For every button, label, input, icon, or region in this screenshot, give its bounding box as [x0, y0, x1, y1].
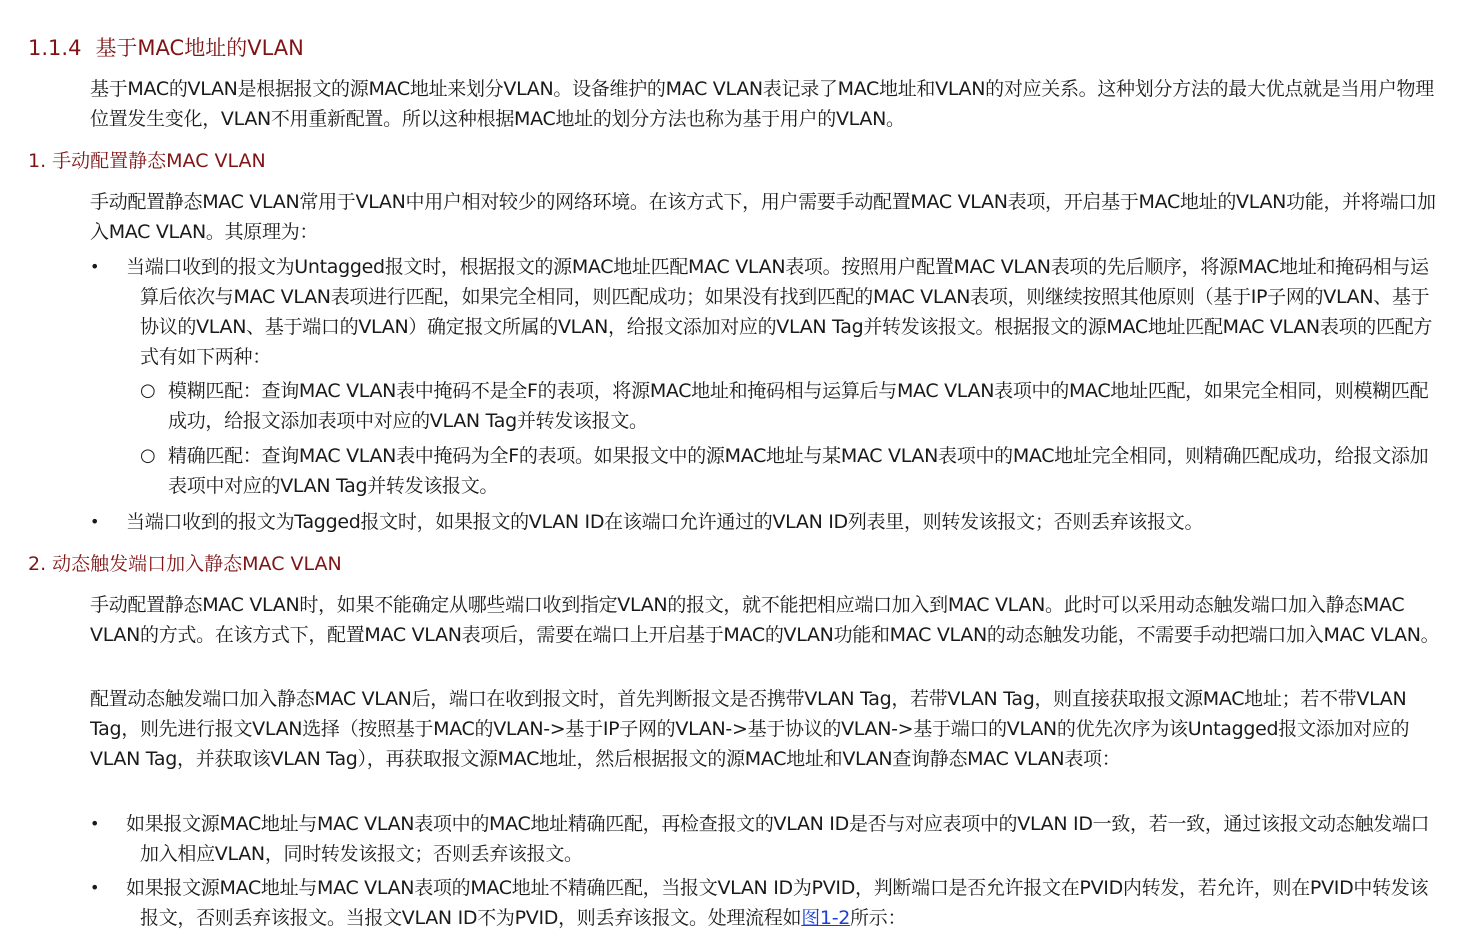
subsection-1-heading: 1. 手动配置静态MAC VLAN — [28, 150, 266, 172]
bullet-marker: • — [90, 878, 100, 897]
subsection-1-paragraph: 手动配置静态MAC VLAN常用于VLAN中用户相对较少的网络环境。在该方式下，用户需要手动配置MAC VLAN表项，开启基于MAC地址的VLAN功能，并将端口加入MAC VLAN。其原理为： — [90, 191, 1436, 243]
section-heading — [28, 33, 304, 63]
subsection-2-heading: 2. 动态触发端口加入静态MAC VLAN — [28, 553, 342, 575]
subsection-2-paragraph-2: 配置动态触发端口加入静态MAC VLAN后，端口在收到报文时，首先判断报文是否携带VLAN Tag，若带VLAN Tag，则直接获取报文源MAC地址；若不带VLAN Tag，则先进行报文VLAN选择（按照基于MAC的VLAN->基于IP子网的VLAN->基于协议的VLAN->基于端口的VLAN的优先次序为该Untagged报文添加对应的VLAN Tag，并获取该VLAN Tag），再获取报文源MAC地址，然后根据报文的源MAC地址和VLAN查询静态MAC VLAN表项： — [90, 688, 1410, 770]
list-item-text-part: 所示： — [850, 907, 907, 929]
sub-bullet-marker: ○ — [140, 445, 156, 466]
figure-link[interactable]: 图1-2 — [801, 907, 851, 929]
section-title: 基于MAC地址的VLAN — [95, 36, 304, 60]
list-item-text: 当端口收到的报文为Untagged报文时，根据报文的源MAC地址匹配MAC VLAN表项。按照用户配置MAC VLAN表项的先后顺序，将源MAC地址和掩码相与运算后依次与MAC VLAN表项进行匹配，如果完全相同，则匹配成功；如果没有找到匹配的MAC VLAN表项，则继续按照其他原则（基于IP子网的VLAN、基于协议的VLAN、基于端口的VLAN）确定报文所属的VLAN，给报文添加对应的VLAN Tag并转发该报文。根据报文的源MAC地址匹配MAC VLAN表项的匹配方式有如下两种： — [126, 256, 1433, 368]
list-item — [90, 507, 1440, 537]
list-item-text-part: 如果报文源MAC地址与MAC VLAN表项的MAC地址不精确匹配，当报文VLAN ID为PVID，判断端口是否允许报文在PVID内转发，若允许，则在PVID中转发该报文，否则丢弃该报文。当报文VLAN ID不为PVID，则丢弃该报文。处理流程如 — [126, 877, 1429, 929]
list-item — [90, 873, 1440, 933]
subsection-2-paragraph-1: 手动配置静态MAC VLAN时，如果不能确定从哪些端口收到指定VLAN的报文，就不能把相应端口加入到MAC VLAN。此时可以采用动态触发端口加入静态MAC VLAN的方式。在该方式下，配置MAC VLAN表项后，需要在端口上开启基于MAC的VLAN功能和MAC VLAN的动态触发功能，不需要手动把端口加入MAC VLAN。 — [90, 594, 1440, 646]
list-item-text: 当端口收到的报文为Tagged报文时，如果报文的VLAN ID在该端口允许通过的VLAN ID列表里，则转发该报文；否则丢弃该报文。 — [126, 511, 1204, 533]
sub-list-item-text: 模糊匹配：查询MAC VLAN表中掩码不是全F的表项，将源MAC地址和掩码相与运算后与MAC VLAN表项中的MAC地址匹配，如果完全相同，则模糊匹配成功，给报文添加表项中对应的VLAN Tag并转发该报文。 — [168, 380, 1429, 432]
list-item — [90, 252, 1440, 372]
list-item — [90, 809, 1440, 869]
bullet-marker: • — [90, 512, 100, 531]
list-item-text: 如果报文源MAC地址与MAC VLAN表项中的MAC地址精确匹配，再检查报文的VLAN ID是否与对应表项中的VLAN ID一致，若一致，通过该报文动态触发端口加入相应VLAN，同时转发该报文；否则丢弃该报文。 — [126, 813, 1430, 865]
sub-list-item — [140, 441, 1440, 501]
sub-list-item — [140, 376, 1440, 436]
list-item-text — [90, 873, 1440, 933]
bullet-marker: • — [90, 814, 100, 833]
section-number: 1.1.4 — [28, 36, 82, 60]
bullet-marker: • — [90, 257, 100, 276]
sub-list-item-text: 精确匹配：查询MAC VLAN表中掩码为全F的表项。如果报文中的源MAC地址与某MAC VLAN表项中的MAC地址完全相同，则精确匹配成功，给报文添加表项中对应的VLAN Tag并转发该报文。 — [168, 445, 1429, 497]
intro-paragraph: 基于MAC的VLAN是根据报文的源MAC地址来划分VLAN。设备维护的MAC VLAN表记录了MAC地址和VLAN的对应关系。这种划分方法的最大优点就是当用户物理位置发生变化，VLAN不用重新配置。所以这种根据MAC地址的划分方法也称为基于用户的VLAN。 — [90, 78, 1434, 130]
sub-bullet-marker: ○ — [140, 380, 156, 401]
